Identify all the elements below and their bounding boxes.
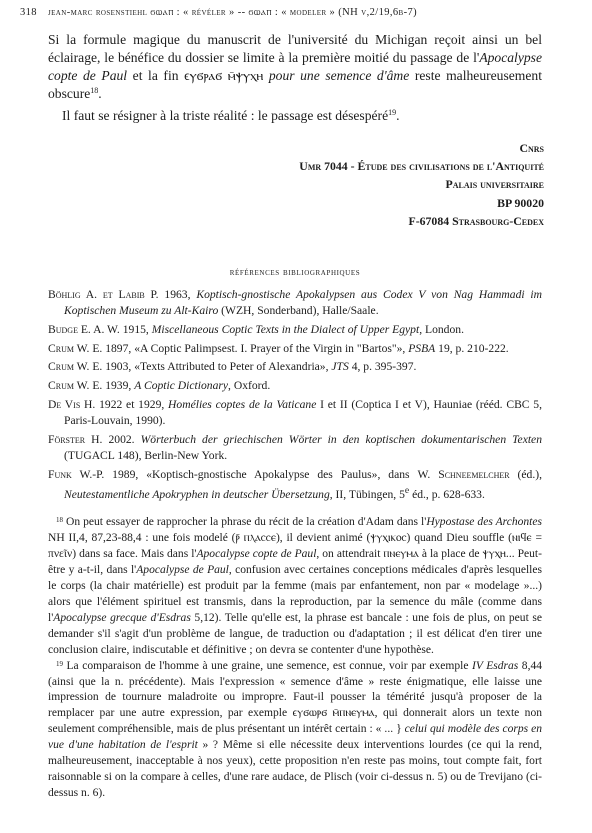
text-run: W. Schneemelcher (417, 467, 510, 481)
text-run: Wörterbuch der griechischen Wörter in den koptischen dokumentarischen Texten (140, 432, 543, 446)
text-run: celui qui modèle des corps en vue d'une habitation de l'esprit (48, 723, 542, 752)
text-run: I et II (Coptica I et V), Hauniae (rééd. CBC 5, Paris-Louvain, 1990). (64, 397, 543, 428)
note-marker: e (404, 485, 410, 496)
address-line-1: Cnrs (519, 141, 544, 155)
text-run: 5,12). Telle qu'elle est, la phrase est bancale : une fois de plus, on peut se demander s'il s'agit d'un problème de langue, de traduction ou d'adaptation ; il est délicat d'en tirer une conclusion claire, indiscutable et définitive ; on devra se contenter d'une hypothèse. (48, 611, 542, 656)
text-run: » ? Même si elle nécessite deux interventions lourdes (ce qui la rend, malheureusement, inacceptable à nos yeux), cette proposition n'en reste pas moins, tout compte fait, fort raisonnable si on la compare à celles, d'une rare audace, de Plisch (voir ci-dessus n. 5) ou de Trevijano (ci-dessus n. 6). (48, 739, 542, 800)
text-run: . (396, 108, 400, 123)
text-run: IV Esdras (472, 659, 519, 672)
text-run: Crum W. E. (48, 360, 103, 374)
reference-entry (48, 397, 542, 430)
reference-entry (48, 359, 542, 375)
text-run: , II, Tübingen, 5 (329, 487, 405, 501)
text-run: Förster H. (48, 432, 103, 446)
text-run: 1989, «Koptisch-gnostische Apokalypse des Paulus», dans (104, 467, 418, 481)
text-run: (WZH, Sonderband), Halle/Saale. (218, 304, 379, 318)
text-run: Budge E. A. W. (48, 322, 120, 336)
text-run: JTS (331, 360, 349, 374)
text-run: Neutestamentliche Apokryphen in deutscher Übersetzung (64, 487, 330, 501)
text-run: De Vis H. (48, 397, 96, 411)
address-line-5: F-67084 Strasbourg-Cedex (408, 213, 544, 228)
text-run: Apocalypse copte de Paul (48, 50, 542, 83)
text-run: 1897, «A Coptic Palimpsest. I. Prayer of the Virgin in "Bartos"», (102, 341, 409, 355)
text-run: Si la formule magique du manuscrit de l'université du Michigan reçoit ainsi un bel éclairage, le bénéfice du dossier se limite à la première moitié du passage de l' (48, 32, 542, 65)
text-run: 1922 et 1929, (95, 397, 169, 411)
text-run: Miscellaneous Coptic Texts in the Dialect of Upper Egypt (151, 322, 420, 336)
text-run: , confusion avec certaines conceptions médicales d'après lesquelles le corps (la chair matérielle) est produit par la femme (mais par enfantement, non par « modelage »...) alors que l'élément spirituel est transmis, dans la reproduction, par la semence du mâle (comme dans l' (48, 563, 542, 624)
text-run: Hypostase des Archontes (426, 516, 543, 528)
reference-entry (48, 341, 542, 357)
text-run: 1903, «Texts Attributed to Peter of Alexandria», (102, 360, 332, 374)
text-run: Crum W. E. (48, 341, 103, 355)
address-line-4: BP 90020 (497, 195, 544, 210)
running-title: jean-marc rosenstiehl ϭⲱⲁⲡ : « révéler » -- ϭⲱⲁⲡ : « modeler » (NH v,2/19,6b-7) (47, 7, 418, 18)
footnotes (48, 515, 542, 802)
text-run: (TUGACL 148), Berlin-New York. (64, 449, 228, 463)
text-run: PSBA (408, 341, 436, 355)
text-run: , Oxford. (228, 379, 271, 393)
footnote-number: 19 (56, 659, 63, 668)
running-header (20, 7, 580, 18)
address-line-2: Umr 7044 - Étude des civilisations de l'Antiquité (299, 159, 544, 174)
reference-entry (48, 432, 542, 465)
text-run: Apocalypse copte de Paul (196, 547, 317, 560)
text-run: Funk W.-P. (48, 467, 105, 481)
text-run: éd., p. 628-633. (409, 487, 485, 501)
text-run: , London. (419, 322, 464, 336)
text-run: pour une semence d'âme (268, 68, 410, 83)
text-run: Crum W. E. (48, 379, 103, 393)
reference-entry (48, 322, 542, 338)
text-run: Böhlig A. et Labib P. (48, 288, 159, 301)
text-run: Il faut se résigner à la triste réalité : le passage est désespéré (62, 108, 389, 123)
reference-entry (48, 287, 542, 320)
text-run: (éd.), (509, 467, 542, 481)
references-list (48, 287, 542, 506)
footnote-18 (48, 515, 542, 659)
text-run: et la fin ϵⲩϭⲣⲁϭ ⲙ̄ⲯⲩⲭⲏ (127, 68, 269, 83)
text-run: Apocalypse grecque d'Esdras (53, 611, 191, 624)
body-paragraph-1 (48, 31, 542, 103)
references-heading: références bibliographiques (229, 267, 361, 278)
text-run: 1963, (158, 288, 197, 301)
text-run: 2002. (102, 432, 141, 446)
text-run: La comparaison de l'homme à une graine, une semence, est connue, voir par exemple (63, 659, 472, 672)
text-run: 1915, (119, 322, 152, 336)
reference-entry (48, 378, 542, 394)
text-run: Apocalypse de Paul (136, 563, 229, 576)
note-marker: 19 (388, 108, 397, 117)
text-run: NH II,4, 87,23-88,4 : une fois modelé (ⲣ̄ ⲡⲗⲁⲥⲥⲉ), il devient animé (ⲯⲩⲭⲓⲕⲟⲥ) quand Dieu souffle (ⲛⲓϥⲉ = πνεῖν) dans sa face. Mais dans l' (48, 531, 542, 560)
footnote-number: 18 (56, 516, 63, 524)
body-text (48, 31, 542, 125)
text-run: 4, p. 395-397. (348, 360, 417, 374)
page-number: 318 (20, 7, 37, 18)
text-run: 19, p. 210-222. (435, 341, 509, 355)
text-run: reste malheureusement obscure (48, 68, 542, 101)
text-run: 1939, (102, 379, 135, 393)
text-run: Koptisch-gnostische Apokalypsen aus Codex V von Nag Hammadi im Koptischen Museum zu Alt-Kairo (64, 288, 543, 318)
footnote-19 (48, 659, 542, 803)
text-run: Homélies coptes de la Vaticane (168, 397, 317, 411)
text-run: On peut essayer de rapprocher la phrase du récit de la création d'Adam dans l' (63, 516, 427, 528)
text-run: , on attendrait ⲡⲛⲉⲩⲙⲁ à la place de ⲯⲩⲭⲏ... Peut-être y a-t-il, dans l' (48, 547, 542, 576)
reference-entry (48, 467, 542, 503)
body-paragraph-2 (48, 107, 542, 125)
text-run: A Coptic Dictionary (134, 379, 229, 393)
address-line-3: Palais universitaire (445, 177, 544, 192)
note-marker: 18 (90, 86, 99, 95)
text-run: . (98, 86, 102, 101)
author-address (144, 139, 544, 230)
text-run: 8,44 (ainsi que la n. précédente). Mais l'expression « semence d'âme » reste énigmatique, elle laisse une impression de tournure maladroite ou impropre. Faut-il pousser la témérité jusqu'à proposer de la remplacer par une autre expression, par exemple ϵⲩϭⲱⲣϭ ⲙ̄ⲡⲛⲉⲩⲙⲁ, qui donnerait alors un texte non seulement compréhensible, mais de plus présentant un intérêt certain : « ... } (48, 659, 542, 736)
